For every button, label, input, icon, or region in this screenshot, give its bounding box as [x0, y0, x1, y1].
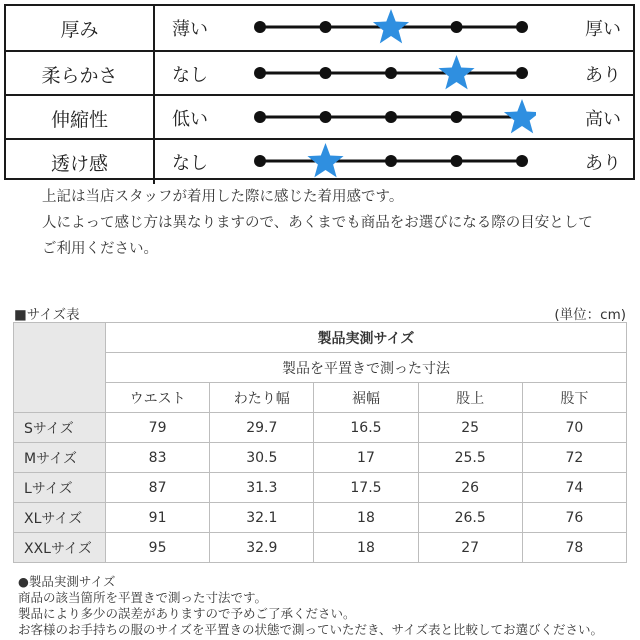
table-cell: 17 [314, 443, 418, 473]
table-cell: 25.5 [418, 443, 522, 473]
size-table-corner [14, 323, 106, 413]
feel-label: 透け感 [6, 140, 155, 184]
table-cell: 72 [522, 443, 626, 473]
feel-row-thickness [6, 6, 633, 50]
scale-dot [254, 111, 266, 123]
scale-dot [254, 67, 266, 79]
row-header: Lサイズ [14, 473, 106, 503]
scale-dot [516, 21, 528, 33]
footnote-line: お客様のお手持ちの服のサイズを平置きの状態で測っていただき、サイズ表と比較してお選びください。 [18, 622, 604, 637]
feel-scale [246, 96, 536, 138]
scale-graphic [246, 6, 536, 48]
table-cell: 95 [106, 533, 210, 563]
table-cell: 91 [106, 503, 210, 533]
table-cell: 25 [418, 413, 522, 443]
note-line: ご利用ください。 [42, 241, 158, 257]
table-cell: 83 [106, 443, 210, 473]
row-header: Sサイズ [14, 413, 106, 443]
scale-dot [451, 155, 463, 167]
scale-graphic [246, 52, 536, 94]
row-header: XXLサイズ [14, 533, 106, 563]
feel-min-label: 低い [172, 109, 208, 130]
table-cell: 74 [522, 473, 626, 503]
table-cell: 32.9 [210, 533, 314, 563]
rating-star-icon [307, 143, 343, 177]
table-cell: 76 [522, 503, 626, 533]
table-cell: 27 [418, 533, 522, 563]
size-table [13, 322, 627, 563]
table-cell: 18 [314, 503, 418, 533]
table-cell: 26.5 [418, 503, 522, 533]
note-line: 上記は当店スタッフが着用した際に感じた着用感です。 [42, 189, 404, 205]
scale-dot [320, 21, 332, 33]
table-row [14, 533, 627, 563]
scale-dot [385, 155, 397, 167]
table-cell: 79 [106, 413, 210, 443]
rating-star-icon [438, 55, 474, 89]
column-header: 裾幅 [314, 383, 418, 413]
feel-row-softness [6, 50, 633, 96]
table-cell: 30.5 [210, 443, 314, 473]
scale-dot [320, 111, 332, 123]
table-cell: 78 [522, 533, 626, 563]
feel-max-label: あり [585, 153, 621, 174]
table-row [14, 443, 627, 473]
table-cell: 32.1 [210, 503, 314, 533]
column-header: ウエスト [106, 383, 210, 413]
table-cell: 17.5 [314, 473, 418, 503]
column-header: わたり幅 [210, 383, 314, 413]
scale-dot [254, 155, 266, 167]
row-header: XLサイズ [14, 503, 106, 533]
feel-min-label: なし [172, 65, 208, 86]
size-table-heading: ■サイズ表 [14, 307, 80, 323]
feel-max-label: あり [585, 65, 621, 86]
rating-star-icon [373, 9, 409, 43]
feel-min-label: 薄い [172, 19, 208, 40]
scale-dot [516, 67, 528, 79]
feel-table [4, 4, 635, 180]
footnote-line: 製品により多少の誤差がありますので予めご了承ください。 [18, 606, 356, 621]
table-cell: 70 [522, 413, 626, 443]
sub-header: 製品を平置きで測った寸法 [106, 353, 627, 383]
footnote-line: ●製品実測サイズ [18, 574, 116, 589]
table-cell: 16.5 [314, 413, 418, 443]
size-footnote [18, 574, 603, 638]
feel-scale [246, 140, 536, 182]
table-row [14, 473, 627, 503]
feel-label: 柔らかさ [6, 52, 155, 96]
table-cell: 31.3 [210, 473, 314, 503]
footnote-line: 商品の該当箇所を平置きで測った寸法です。 [18, 590, 268, 605]
scale-dot [254, 21, 266, 33]
scale-dot [320, 67, 332, 79]
feel-label: 伸縮性 [6, 96, 155, 140]
table-cell: 18 [314, 533, 418, 563]
column-header: 股上 [418, 383, 522, 413]
row-header: Mサイズ [14, 443, 106, 473]
size-table-unit: (単位：cm) [554, 307, 626, 323]
group-header: 製品実測サイズ [106, 323, 627, 353]
scale-dot [385, 67, 397, 79]
feel-row-sheerness [6, 138, 633, 184]
feel-label: 厚み [6, 6, 155, 50]
table-row [14, 413, 627, 443]
scale-dot [516, 155, 528, 167]
table-cell: 26 [418, 473, 522, 503]
feel-min-label: なし [172, 153, 208, 174]
feel-scale [246, 6, 536, 48]
scale-dot [451, 111, 463, 123]
fit-note [42, 184, 593, 262]
feel-scale [246, 52, 536, 94]
scale-dot [451, 21, 463, 33]
table-row [14, 503, 627, 533]
feel-max-label: 厚い [585, 19, 621, 40]
table-cell: 87 [106, 473, 210, 503]
scale-dot [385, 111, 397, 123]
scale-graphic [246, 96, 536, 138]
column-header: 股下 [522, 383, 626, 413]
feel-max-label: 高い [585, 109, 621, 130]
note-line: 人によって感じ方は異なりますので、あくまでも商品をお選びになる際の目安として [42, 215, 593, 231]
feel-row-stretch [6, 94, 633, 140]
table-cell: 29.7 [210, 413, 314, 443]
scale-graphic [246, 140, 536, 182]
